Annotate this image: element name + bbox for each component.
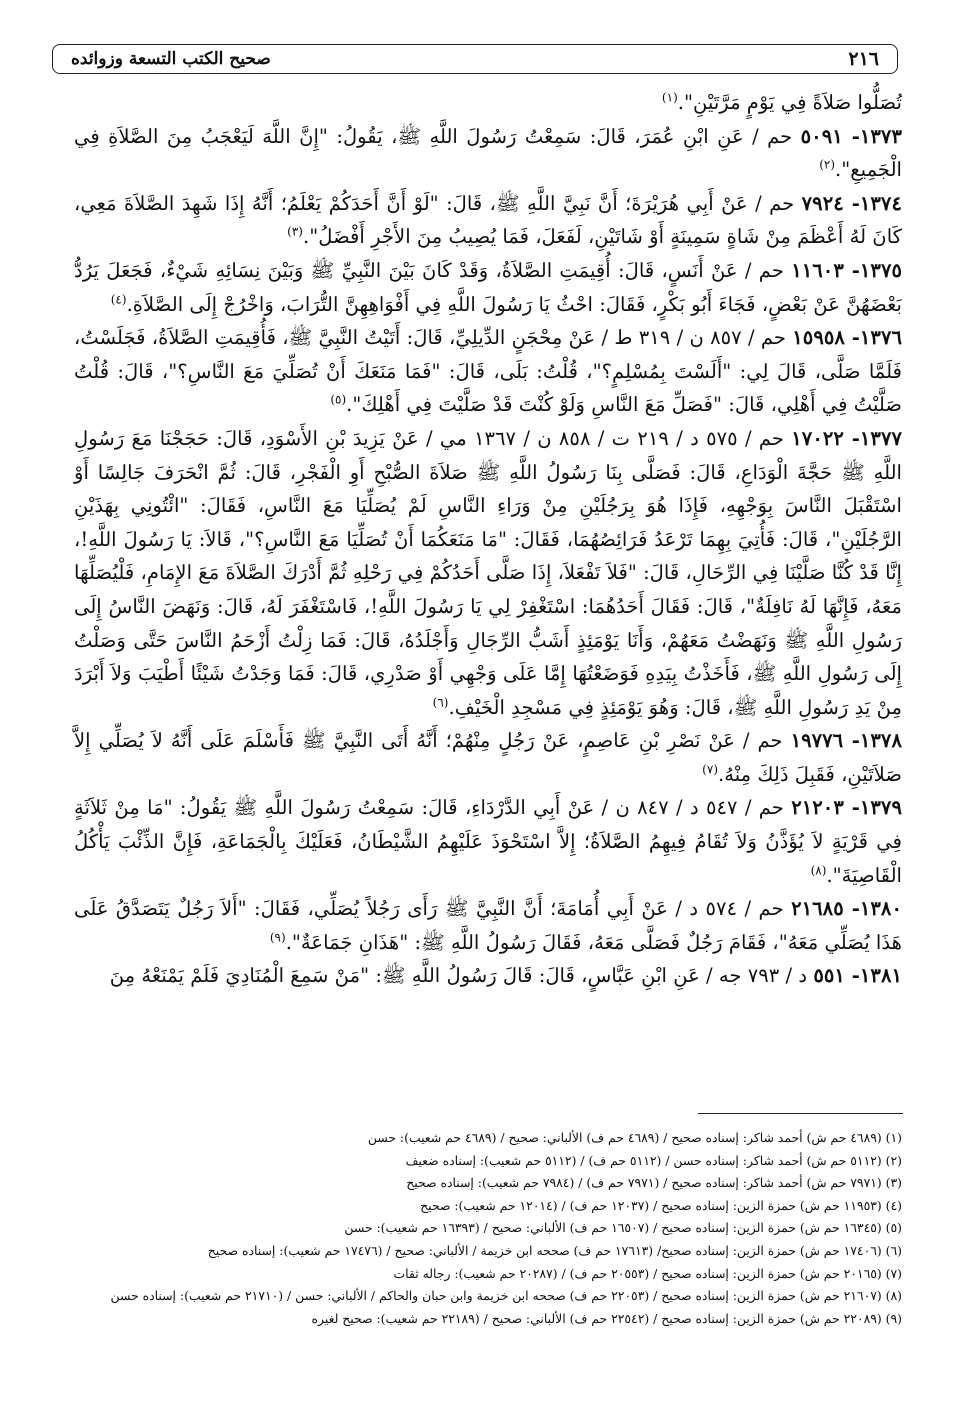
footnote-ref[interactable]: (٤) xyxy=(110,292,127,307)
hadith-number: ١٣٧٧- ١٧٠٢٢ xyxy=(791,426,902,450)
hadith-number: ١٣٧٤- ٧٩٢٤ xyxy=(801,191,902,215)
footnote: (٥) (١٦٣٤٥ حم ش) حمزة الزين: إسناده صحيح / (١٦٥٠٧ حم ف) الألباني: صحيح / (١٦٣٩٣ حم شعيب): حسن xyxy=(344,1220,902,1236)
hadith-entry xyxy=(74,892,902,959)
hadith-text: حم / ٥٧٥ د / ٢١٩ ت / ٨٥٨ ن / ١٣٦٧ مي / عَنْ يَزِيدَ بْنِ الأَسْوَدِ، قَالَ: حَجَجْنَا مَعَ رَسُولِ اللَّهِ ﷺ حَجَّةَ الْوَدَاعِ، قَالَ: فَصَلَّى بِنَا رَسُولُ اللَّهِ ﷺ صَلاَةَ الصُّبْحِ أَوِ الْفَجْرِ، قَالَ: ثُمَّ انْحَرَفَ جَالِسًا أَوْ اسْتَقْبَلَ النَّاسَ بِوَجْهِهِ، فَإِذَا هُوَ بِرَجُلَيْنِ مِنْ وَرَاءِ النَّاسِ لَمْ يُصَلِّيَا مَعَ النَّاسِ، فَقَالَ: "ائْتُونِي بِهَذَيْنِ الرَّجُلَيْنِ"، قَالَ: فَأُتِيَ بِهِمَا تَرْعَدُ فَرَائِصُهُمَا، فَقَالَ: "مَا مَنَعَكُمَا أَنْ تُصَلِّيَا مَعَ النَّاسِ؟"، قَالاَ: يَا رَسُولَ اللَّهِ!، إِنَّا قَدْ كُنَّا صَلَّيْنَا فِي الرِّحَالِ، قَالَ: "فَلاَ تَفْعَلاَ، إِذَا صَلَّى أَحَدُكُمْ فِي رَحْلِهِ ثُمَّ أَدْرَكَ الصَّلاَةَ مَعَ الإِمَامِ، فَلْيُصَلِّهَا مَعَهُ، فَإِنَّهَا لَهُ نَافِلَةٌ"، قَالَ: فَقَالَ أَحَدُهُمَا: اسْتَغْفِرْ لِي يَا رَسُولَ اللَّهِ!، فَاسْتَغْفَرَ لَهُ، قَالَ: وَنَهَضَ النَّاسُ إِلَى رَسُولِ اللَّهِ ﷺ وَنَهَضْتُ مَعَهُمْ، وَأَنَا يَوْمَئِذٍ أَشَبُّ الرِّجَالِ وَأَجْلَدُهُ، قَالَ: فَمَا زِلْتُ أَزْحَمُ النَّاسَ حَتَّى وَصَلْتُ إِلَى رَسُولِ اللَّهِ ﷺ، فَأَخَذْتُ بِيَدِهِ فَوَضَعْتُهَا إِمَّا عَلَى وَجْهِي أَوْ صَدْرِي، قَالَ: فَمَا وَجَدْتُ شَيْئًا أَطْيَبَ وَلاَ أَبْرَدَ مِنْ يَدِ رَسُولِ اللَّهِ ﷺ، قَالَ: وَهُوَ يَوْمَئِذٍ فِي مَسْجِدِ الْخَيْفِ. xyxy=(74,426,902,719)
hadith-text: حم / عَنْ أَبِي هُرَيْرَةَ؛ أَنَّ نَبِيَّ اللَّهِ ﷺ، قَالَ: "لَوْ أَنَّ أَحَدَكُمْ يَعْلَمُ؛ أَنَّهُ إِذَا شَهِدَ الصَّلاَةَ مَعِي، كَانَ لَهُ أَعْظَمَ مِنْ شَاةٍ سَمِينَةٍ أَوْ شَاتَيْنِ، لَفَعَلَ، فَمَا يُصِيبُ مِنَ الأَجْرِ أَفْضَلُ". xyxy=(74,191,902,249)
page-number: ٢١٦ xyxy=(848,48,879,70)
hadith-entry xyxy=(74,254,902,321)
hadith-number: ١٣٨١- ٥٥١ xyxy=(813,964,902,988)
hadith-entry xyxy=(74,321,902,422)
hadith-number: ١٣٧٨- ١٩٧٧٦ xyxy=(790,729,902,753)
footnotes xyxy=(74,1127,902,1330)
footnote-ref[interactable]: (٩) xyxy=(269,930,286,945)
footnote-ref[interactable]: (٨) xyxy=(810,863,827,878)
hadith-number: ١٣٧٩- ٢١٢٠٣ xyxy=(791,796,902,820)
running-header xyxy=(52,44,898,74)
footnote: (٣) (٧٩٧١ حم ش) أحمد شاكر: إسناده صحيح / (٧٩٧١ حم ف) / (٧٩٨٤ حم شعيب): إسناده صحيح xyxy=(406,1175,902,1191)
footnote: (٧) (٢٠١٦٥ حم ش) حمزة الزين: إسناده صحيح / (٢٠٥٥٣ حم ف) / (٢٠٢٨٧ حم شعيب): رجاله ثقات xyxy=(393,1265,902,1281)
hadith-number: ١٣٧٣- ٥٠٩١ xyxy=(800,124,902,148)
hadith-continuation xyxy=(74,86,902,120)
book-title: صحيح الكتب التسعة وزوائده xyxy=(71,49,271,69)
hadith-text: حم / عَنْ نَصْرِ بْنِ عَاصِمٍ، عَنْ رَجُلٍ مِنْهُمْ؛ أَنَّهُ أَتَى النَّبِيَّ ﷺ فَأَسْلَمَ عَلَى أَنَّهُ لاَ يُصَلِّي إِلاَّ صَلاَتَيْنِ، فَقَبِلَ ذَلِكَ مِنْهُ. xyxy=(74,729,902,786)
hadith-entry xyxy=(74,724,902,791)
hadith-entry xyxy=(74,422,902,724)
hadith-entry xyxy=(74,120,902,187)
footnote: (٦) (١٧٤٠٦ حم ش) حمزة الزين: إسناده صحيح/ (١٧٦١٣ حم ف) صححه ابن خزيمة / الألباني: صحيح / (١٧٤٧٦ حم شعيب): إسناده صحيح xyxy=(207,1242,902,1258)
footnote: (٤) (١١٩٥٣ حم ش) حمزة الزين: إسناده صحيح / (١٢٠٣٧ حم ف) / (١٢٠١٤ حم شعيب): صحيح xyxy=(420,1197,902,1213)
hadith-text: حم / ٨٥٧ ن / ٣١٩ ط / عَنْ مِحْجَنٍ الدِّيلِيِّ، قَالَ: أَتَيْتُ النَّبِيَّ ﷺ، فَأُقِيمَتِ الصَّلاَةُ، فَجَلَسْتُ، فَلَمَّا صَلَّى، قَالَ لِي: "أَلَسْتَ بِمُسْلِمٍ؟"، قُلْتُ: بَلَى، قَالَ: "فَمَا مَنَعَكَ أَنْ تُصَلِّيَ مَعَ النَّاسِ؟"، قَالَ: قُلْتُ صَلَّيْتُ فِي أَهْلِي، قَالَ: "فَصَلِّ مَعَ النَّاسِ وَلَوْ كُنْتَ قَدْ صَلَّيْتَ فِي أَهْلِكَ". xyxy=(74,326,902,417)
hadith-number: ١٣٧٦- ١٥٩٥٨ xyxy=(792,326,902,350)
footnote-ref[interactable]: (٥) xyxy=(330,392,347,407)
footnote-separator xyxy=(698,1113,903,1114)
footnote: (٢) (٥١١٢ حم ش) أحمد شاكر: إسناده حسن / (٥١١٢ حم ف) / (٥١١٢ حم شعيب): إسناده ضعيف xyxy=(405,1152,902,1168)
hadith-text: حم / ٥٧٤ د / عَنْ أَبِي أُمَامَةَ؛ أَنَّ النَّبِيَّ ﷺ رَأَى رَجُلاً يُصَلِّي، فَقَالَ: "أَلاَ رَجُلٌ يَتَصَدَّقُ عَلَى هَذَا يُصَلِّي مَعَهُ"، فَقَامَ رَجُلٌ فَصَلَّى مَعَهُ، فَقَالَ رَسُولُ اللَّهِ ﷺ: "هَذَانِ جَمَاعَةٌ". xyxy=(74,897,902,954)
hadith-body xyxy=(74,86,902,993)
footnote-ref[interactable]: (٧) xyxy=(702,762,718,777)
hadith-text: حم / عَنْ أَنَسٍ، قَالَ: أُقِيمَتِ الصَّلاَةُ، وَقَدْ كَانَ بَيْنَ النَّبِيِّ ﷺ وَبَيْنَ نِسَائِهِ شَيْءٌ، فَجَعَلَ يَرُدُّ بَعْضَهُنَّ عَنْ بَعْضٍ، فَجَاءَ أَبُو بَكْرٍ، فَقَالَ: احْثُ يَا رَسُولَ اللَّهِ فِي أَفْوَاهِهِنَّ التُّرَابَ، وَاخْرُجْ إِلَى الصَّلاَةِ. xyxy=(74,258,902,316)
hadith-number: ١٣٨٠- ٢١٦٨٥ xyxy=(791,897,902,921)
hadith-entry xyxy=(74,187,902,254)
hadith-number: ١٣٧٥- ١١٦٠٣ xyxy=(791,258,902,282)
hadith-text: تُصَلُّوا صَلاَةً فِي يَوْمٍ مَرَّتَيْنِ". xyxy=(677,91,902,114)
footnote: (٩) (٢٢٠٨٩ حم ش) حمزة الزين: إسناده صحيح / (٢٢٥٤٢ حم ف) الألباني: صحيح / (٢٢١٨٩ حم شعيب): صحيح لغيره xyxy=(311,1310,902,1326)
footnote-ref[interactable]: (٦) xyxy=(432,695,449,710)
footnote-ref[interactable]: (٢) xyxy=(819,157,836,172)
hadith-text: حم / عَنِ ابْنِ عُمَرَ، قَالَ: سَمِعْتُ رَسُولَ اللَّهِ ﷺ، يَقُولُ: "إِنَّ اللَّهَ لَيَعْجَبُ مِنَ الصَّلاَةِ فِي الْجَمِيعِ". xyxy=(74,124,902,182)
hadith-text: د / ٧٩٣ جه / عَنِ ابْنِ عَبَّاسٍ، قَالَ: قَالَ رَسُولُ اللَّهِ ﷺ: "مَنْ سَمِعَ الْمُنَادِيَ فَلَمْ يَمْنَعْهُ مِنَ xyxy=(109,964,808,988)
hadith-entry xyxy=(74,959,902,993)
footnote: (٨) (٢١٦٠٧ حم ش) حمزة الزين: إسناده صحيح / (٢٢٠٥٣ حم ف) صححه ابن خزيمة وابن حبان والحاكم / الألباني: حسن / (٢١٧١٠ حم شعيب): إسناده حسن xyxy=(110,1288,902,1304)
hadith-text: حم / ٥٤٧ د / ٨٤٧ ن / عَنْ أَبِي الدَّرْدَاءِ، قَالَ: سَمِعْتُ رَسُولَ اللَّهِ ﷺ يَقُولُ: "مَا مِنْ ثَلاَثَةٍ فِي قَرْيَةٍ لاَ يُؤَذَّنُ وَلاَ تُقَامُ فِيهِمُ الصَّلاَةُ؛ إِلاَّ اسْتَحْوَذَ عَلَيْهِمُ الشَّيْطَانُ، فَعَلَيْكَ بِالْجَمَاعَةِ، فَإِنَّ الذِّئْبَ يَأْكُلُ الْقَاصِيَةَ". xyxy=(74,796,902,887)
footnote: (١) (٤٦٨٩ حم ش) أحمد شاكر: إسناده صحيح / (٤٦٨٩ حم ف) الألباني: صحيح / (٤٦٨٩ حم شعيب): حسن xyxy=(367,1130,902,1145)
footnote-ref[interactable]: (٣) xyxy=(287,224,303,239)
hadith-entry xyxy=(74,791,902,892)
footnote-ref[interactable]: (١) xyxy=(661,90,678,105)
